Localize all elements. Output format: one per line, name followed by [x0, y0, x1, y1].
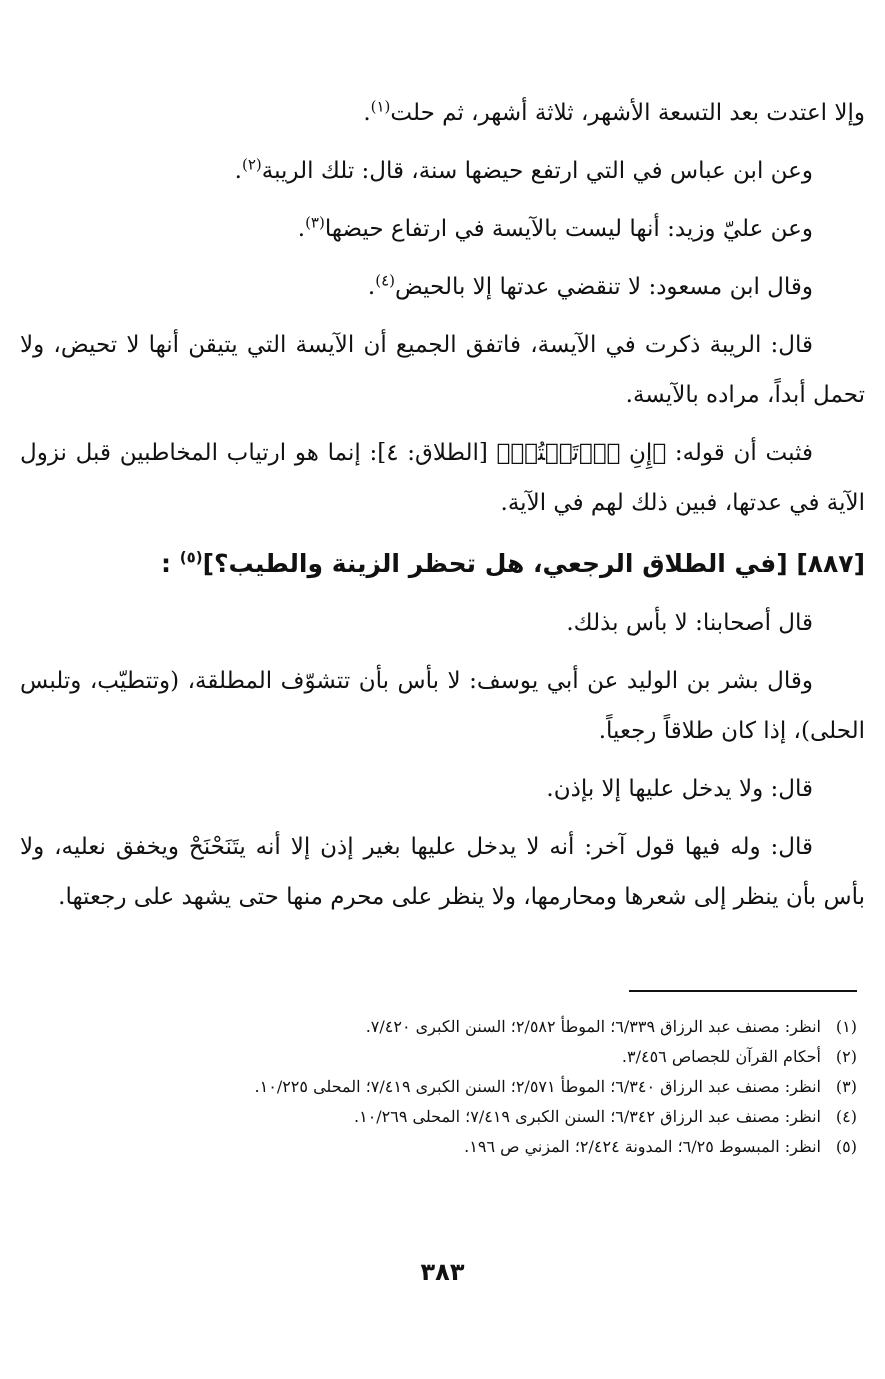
footnote-marker: (٣) [305, 213, 325, 232]
paragraph-4 [20, 262, 865, 312]
footnote-marker: (٥) [179, 548, 203, 567]
paragraph-text: قال: الريبة ذكرت في الآيسة، فاتفق الجميع أن الآيسة التي يتيقن أنها لا تحيض، ولا تحمل أبداً، مراده بالآيسة. [20, 332, 865, 408]
page-number: ٣٨٣ [420, 1258, 465, 1286]
footnote-item [90, 1012, 857, 1042]
footnote-text: انظر: مصنف عبد الرزاق ٦/٣٤٢؛ السنن الكبرى ٧/٤١٩؛ المحلى ١٠/٢٦٩. [354, 1107, 821, 1126]
footnote-text: انظر: مصنف عبد الرزاق ٦/٣٤٠؛ الموطأ ٢/٥٧١؛ السنن الكبرى ٧/٤١٩؛ المحلى ١٠/٢٢٥. [254, 1077, 821, 1096]
paragraph-9 [20, 764, 865, 814]
paragraph-6 [20, 428, 865, 528]
footnote-text: انظر: مصنف عبد الرزاق ٦/٣٣٩؛ الموطأ ٢/٥٨٢؛ السنن الكبرى ٧/٤٢٠. [365, 1017, 821, 1036]
footnote-marker: (٢) [241, 155, 262, 174]
paragraph-5 [20, 320, 865, 420]
heading-end: : [160, 549, 171, 578]
footnote-marker: (٤) [375, 271, 395, 290]
paragraph-text: قال: ولا يدخل عليها إلا بإذن. [546, 776, 813, 802]
paragraph-text: وقال بشر بن الوليد عن أبي يوسف: لا بأس بأن تتشوّف المطلقة، (وتتطيّب، وتلبس الحلى)، إذا كان طلاقاً رجعياً. [20, 668, 865, 744]
paragraph-text: وعن عليّ وزيد: أنها ليست بالآيسة في ارتفاع حيضها [324, 216, 813, 242]
footnote-item [90, 1102, 857, 1132]
paragraph-text: قال أصحابنا: لا بأس بذلك. [566, 610, 813, 636]
paragraph-end: . [297, 216, 306, 242]
paragraph-3 [20, 204, 865, 254]
paragraph-end: . [363, 100, 371, 126]
footnote-text: انظر: المبسوط ٦/٢٥؛ المدونة ٢/٤٢٤؛ المزني ص ١٩٦. [464, 1137, 821, 1156]
paragraph-10 [20, 822, 865, 922]
paragraph-text: وقال ابن مسعود: لا تنقضي عدتها إلا بالحيض [394, 274, 813, 300]
paragraph-text: قال: وله فيها قول آخر: أنه لا يدخل عليها بغير إذن إلا أنه يتَنَحْنَحْ ويخفق نعليه، ولا بأس بأن ينظر إلى شعرها ومحارمها، ولا ينظر على محرم منها حتى يشهد على رجعتها. [20, 834, 865, 910]
paragraph-8 [20, 656, 865, 756]
footnote-item [90, 1132, 857, 1162]
footnotes-list [90, 1012, 857, 1162]
footnote-item [90, 1072, 857, 1102]
section-title: [في الطلاق الرجعي، هل تحظر الزينة والطيب؟] [202, 549, 788, 578]
paragraph-2 [20, 146, 865, 196]
footnote-text: أحكام القرآن للجصاص ٣/٤٥٦. [621, 1047, 821, 1066]
footnote-number: (٥) [835, 1137, 857, 1156]
footnote-separator [629, 990, 857, 992]
footnote-marker: (١) [370, 97, 391, 116]
footnote-number: (٤) [835, 1107, 857, 1126]
paragraph-text: فثبت أن قوله: ﴿إِنِ ٱرۡتَبۡتُمۡ﴾ [الطلاق: ٤]: إنما هو ارتياب المخاطبين قبل نزول الآية في عدتها، فبين ذلك لهم في الآية. [20, 440, 865, 516]
paragraph-text: وعن ابن عباس في التي ارتفع حيضها سنة، قال: تلك الريبة [261, 158, 813, 184]
footnote-number: (١) [835, 1017, 857, 1036]
footnote-number: (٢) [835, 1047, 857, 1066]
footnote-number: (٣) [835, 1077, 857, 1096]
section-heading [20, 536, 865, 592]
paragraph-1 [20, 88, 865, 138]
paragraph-text: وإلا اعتدت بعد التسعة الأشهر، ثلاثة أشهر، ثم حلت [390, 100, 865, 126]
paragraph-7 [20, 598, 865, 648]
footnote-item [90, 1042, 857, 1072]
section-number: [٨٨٧] [796, 549, 865, 578]
paragraph-end: . [234, 158, 242, 184]
paragraph-end: . [367, 274, 376, 300]
main-text [20, 88, 865, 930]
